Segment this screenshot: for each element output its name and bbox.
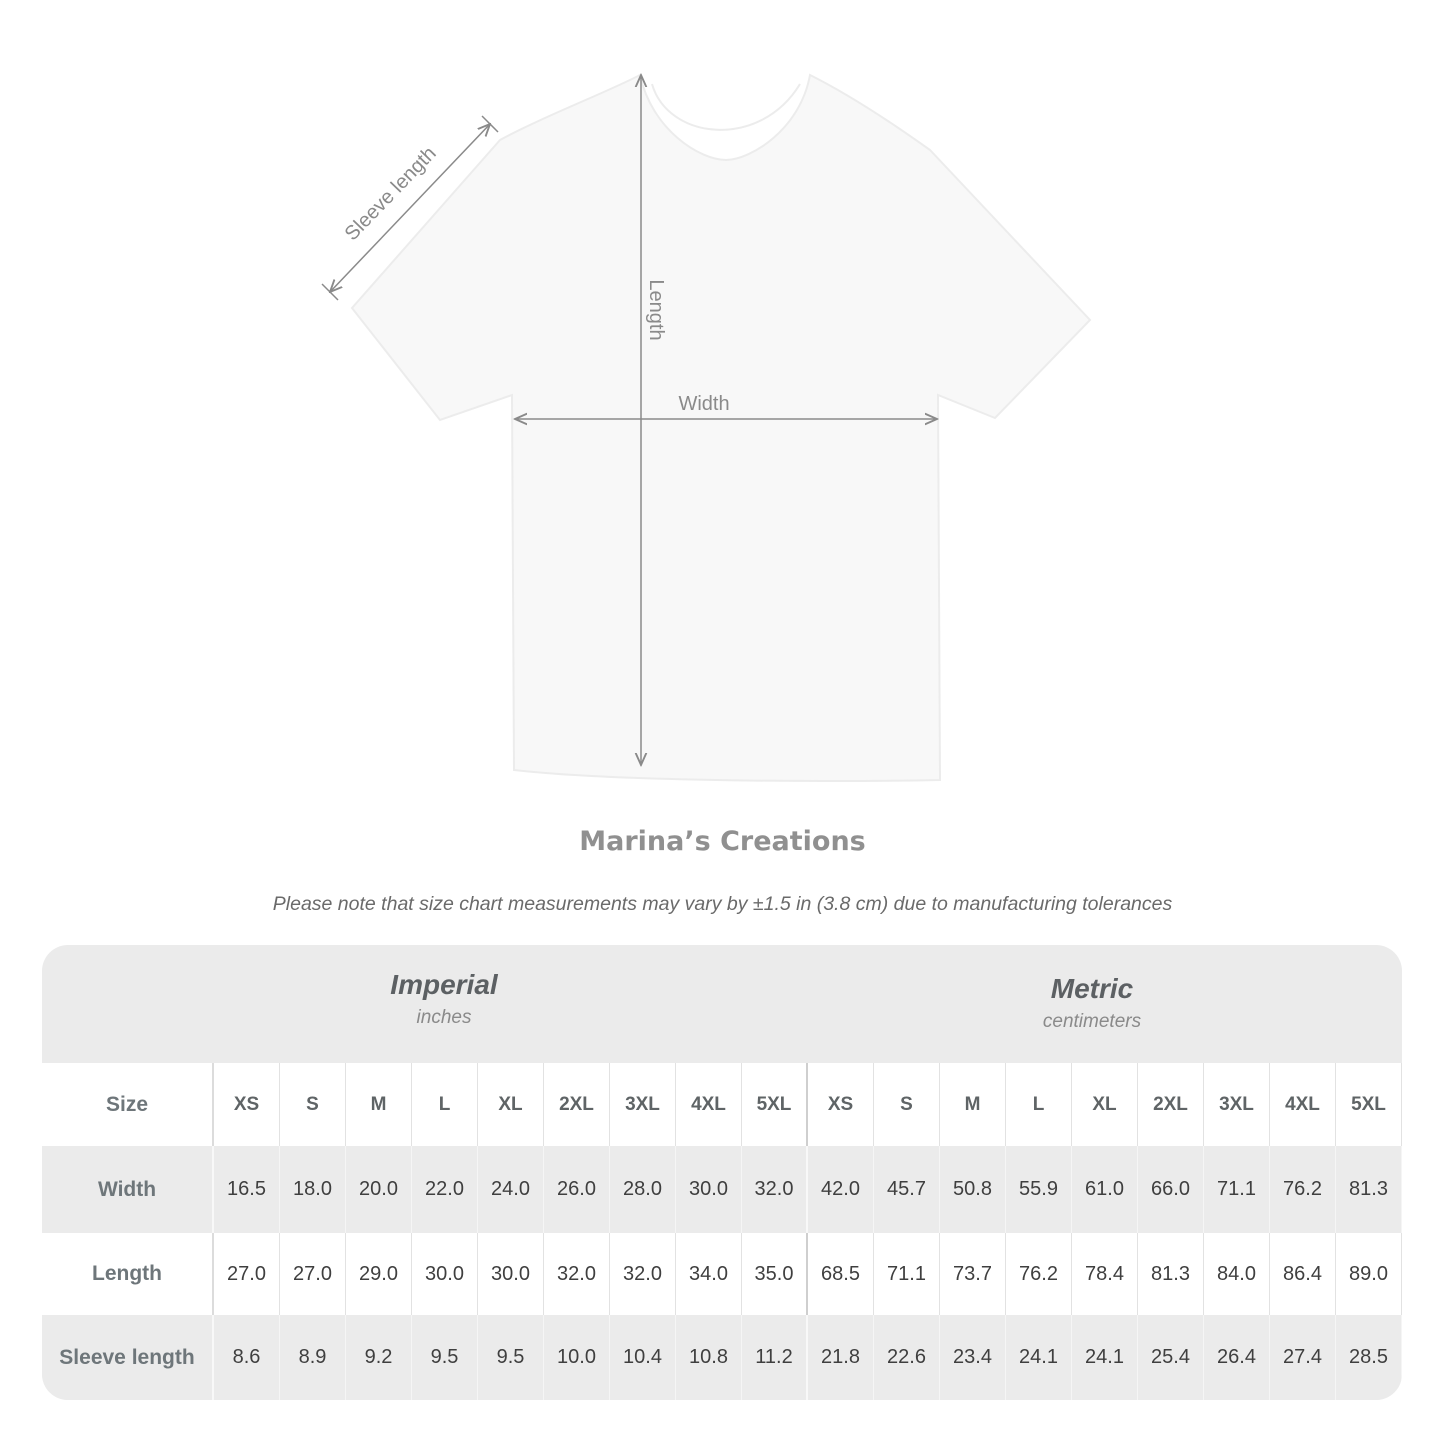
row-label: Width: [42, 1146, 214, 1233]
table-cell: 20.0: [346, 1146, 412, 1233]
tolerance-note: Please note that size chart measurements may vary by ±1.5 in (3.8 cm) due to manufacturing tolerances: [272, 893, 1173, 915]
table-cell: 22.0: [412, 1146, 478, 1233]
table-cell: 29.0: [346, 1233, 412, 1315]
table-cell: 24.0: [478, 1146, 544, 1233]
table-cell: 42.0: [808, 1146, 874, 1233]
table-cell: 81.3: [1138, 1233, 1204, 1315]
table-cell: 50.8: [940, 1146, 1006, 1233]
table-cell: 61.0: [1072, 1146, 1138, 1233]
table-cell: 81.3: [1336, 1146, 1402, 1233]
metric-unit: centimeters: [1042, 1011, 1142, 1032]
size-cell: 4XL: [676, 1063, 742, 1146]
size-cell: 2XL: [544, 1063, 610, 1146]
table-cell: 71.1: [874, 1233, 940, 1315]
table-cell: 11.2: [742, 1315, 808, 1400]
table-cell: 71.1: [1204, 1146, 1270, 1233]
table-cell: 68.5: [808, 1233, 874, 1315]
table-cell: 10.8: [676, 1315, 742, 1400]
table-cell: 78.4: [1072, 1233, 1138, 1315]
size-chart: [42, 945, 1402, 1400]
table-cell: 84.0: [1204, 1233, 1270, 1315]
tshirt-shape: [352, 75, 1090, 781]
table-cell: 34.0: [676, 1233, 742, 1315]
brand-name: Marina’s Creations: [579, 826, 866, 857]
table-cell: 18.0: [280, 1146, 346, 1233]
table-cell: 32.0: [742, 1146, 808, 1233]
table-cell: 8.9: [280, 1315, 346, 1400]
size-cell: L: [412, 1063, 478, 1146]
table-cell: 9.2: [346, 1315, 412, 1400]
size-cell: 4XL: [1270, 1063, 1336, 1146]
table-cell: 10.4: [610, 1315, 676, 1400]
table-cell: 66.0: [1138, 1146, 1204, 1233]
table-cell: 26.0: [544, 1146, 610, 1233]
size-cell: 5XL: [742, 1063, 808, 1146]
table-cell: 24.1: [1072, 1315, 1138, 1400]
table-cell: 24.1: [1006, 1315, 1072, 1400]
table-cell: 27.4: [1270, 1315, 1336, 1400]
table-cell: 32.0: [610, 1233, 676, 1315]
size-cell: M: [346, 1063, 412, 1146]
row-label: Sleeve length: [42, 1315, 214, 1400]
imperial-title: Imperial: [390, 969, 498, 1000]
table-row: [42, 1233, 1402, 1315]
table-cell: 32.0: [544, 1233, 610, 1315]
size-cell: XS: [808, 1063, 874, 1146]
table-cell: 86.4: [1270, 1233, 1336, 1315]
table-cell: 55.9: [1006, 1146, 1072, 1233]
table-cell: 89.0: [1336, 1233, 1402, 1315]
table-cell: 16.5: [214, 1146, 280, 1233]
table-cell: 9.5: [478, 1315, 544, 1400]
table-cell: 26.4: [1204, 1315, 1270, 1400]
metric-header: [862, 945, 1322, 1063]
row-label: Length: [42, 1233, 214, 1315]
table-cell: 8.6: [214, 1315, 280, 1400]
table-cell: 9.5: [412, 1315, 478, 1400]
metric-title: Metric: [1050, 973, 1134, 1004]
table-row: [42, 1315, 1402, 1400]
size-cell: XS: [214, 1063, 280, 1146]
table-row: [42, 1146, 1402, 1233]
size-cell: XL: [478, 1063, 544, 1146]
size-header-row: [42, 1063, 1402, 1146]
table-cell: 30.0: [478, 1233, 544, 1315]
size-cell: S: [874, 1063, 940, 1146]
table-cell: 25.4: [1138, 1315, 1204, 1400]
table-cell: 35.0: [742, 1233, 808, 1315]
table-cell: 76.2: [1006, 1233, 1072, 1315]
size-cell: 3XL: [610, 1063, 676, 1146]
length-label: Length: [645, 279, 667, 341]
size-cell: L: [1006, 1063, 1072, 1146]
size-cell: XL: [1072, 1063, 1138, 1146]
table-cell: 76.2: [1270, 1146, 1336, 1233]
table-cell: 27.0: [214, 1233, 280, 1315]
size-cell: 2XL: [1138, 1063, 1204, 1146]
sleeve-length-label: Sleeve length: [340, 142, 441, 246]
imperial-header: [214, 945, 674, 1063]
width-label: Width: [678, 393, 730, 415]
size-cell: 5XL: [1336, 1063, 1402, 1146]
table-cell: 30.0: [676, 1146, 742, 1233]
imperial-unit: inches: [416, 1007, 472, 1028]
size-cell: M: [940, 1063, 1006, 1146]
table-cell: 23.4: [940, 1315, 1006, 1400]
table-cell: 22.6: [874, 1315, 940, 1400]
size-cell: 3XL: [1204, 1063, 1270, 1146]
table-cell: 27.0: [280, 1233, 346, 1315]
table-cell: 28.0: [610, 1146, 676, 1233]
size-cell: S: [280, 1063, 346, 1146]
table-cell: 28.5: [1336, 1315, 1402, 1400]
table-cell: 10.0: [544, 1315, 610, 1400]
table-cell: 73.7: [940, 1233, 1006, 1315]
table-cell: 21.8: [808, 1315, 874, 1400]
table-cell: 30.0: [412, 1233, 478, 1315]
table-cell: 45.7: [874, 1146, 940, 1233]
row-label: Size: [42, 1063, 214, 1146]
